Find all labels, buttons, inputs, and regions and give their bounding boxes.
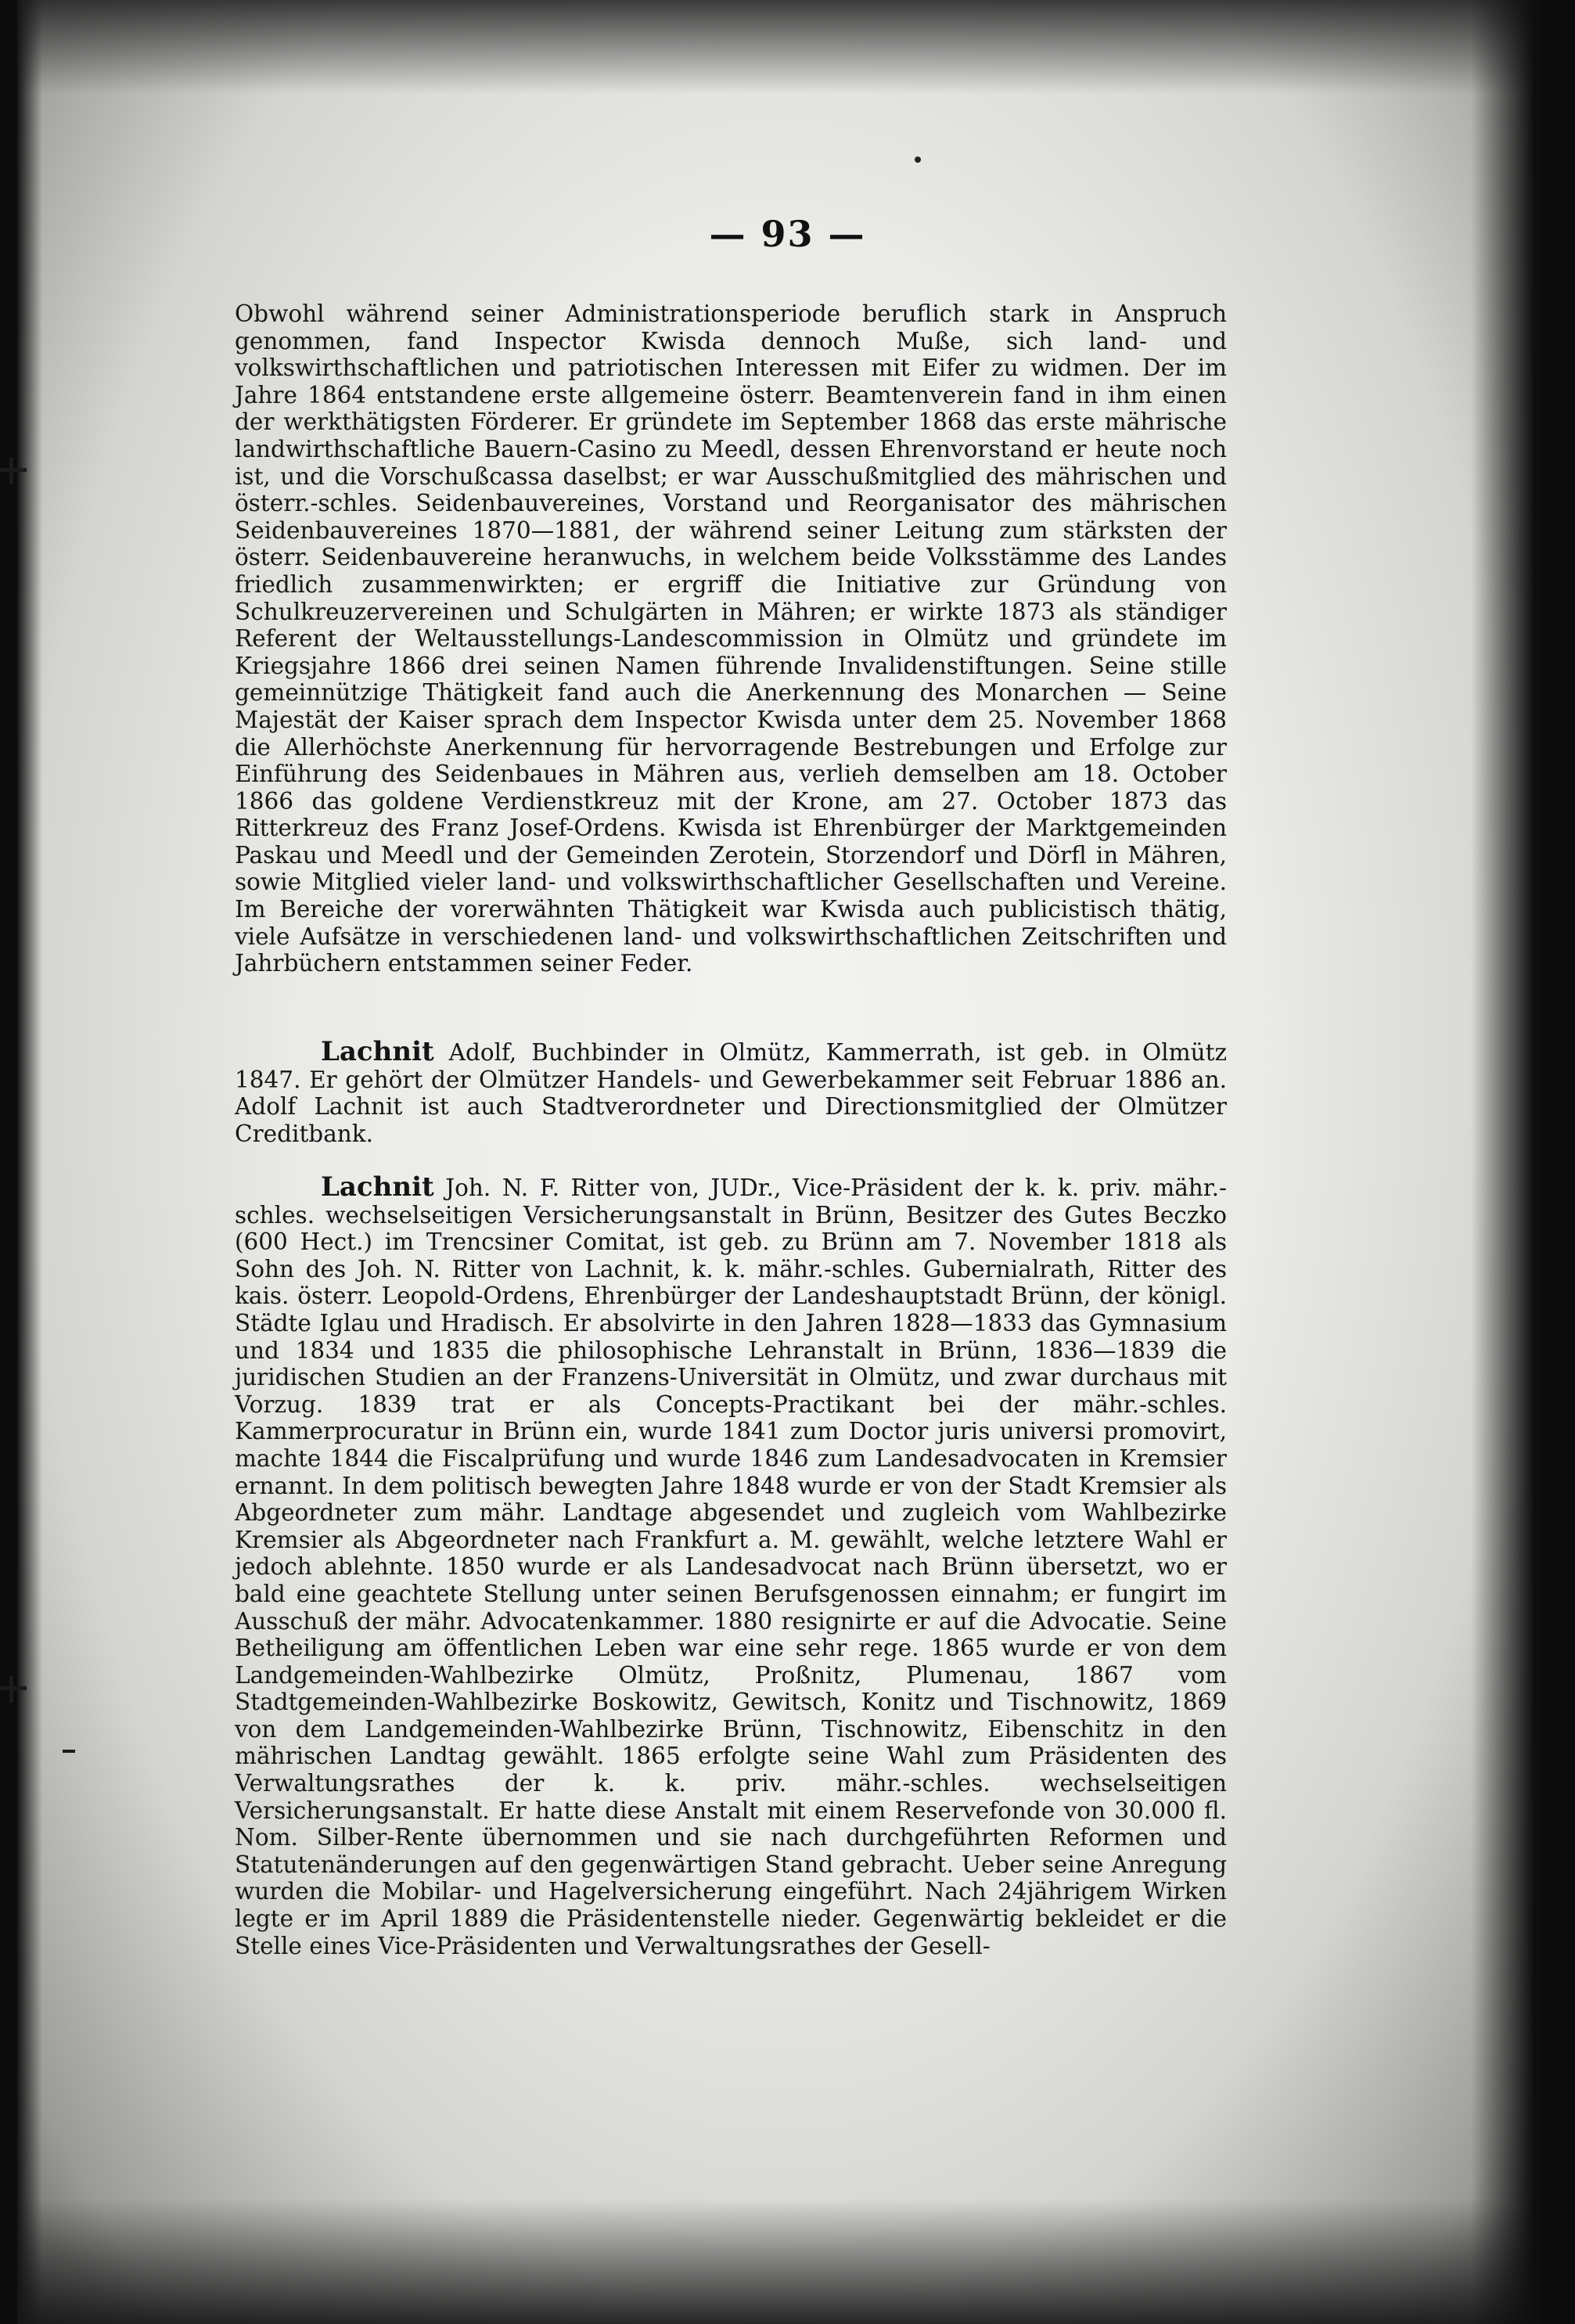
page-shadow-left: [17, 0, 42, 2324]
margin-mark-middle: [63, 1750, 75, 1753]
entry-headword: Lachnit: [321, 1036, 434, 1067]
binding-mark-lower: [0, 1686, 27, 1690]
paragraph-kwisda-continued: [235, 300, 1227, 977]
entry-text: Joh. N. F. Ritter von, JUDr., Vice-Präsident der k. k. priv. mähr.-schles. wechselseitigen Versicherungsanstalt in Brünn, Besitzer des Gutes Beczko (600 Hect.) im Trencsiner Comitat, ist geb. zu Brünn am 7. November 1818 als Sohn des Joh. N. Ritter von Lachnit, k. k. mähr.-schles. Gubernialrath, Ritter des kais. österr. Leopold-Ordens, Ehrenbürger der Landeshauptstadt Brünn, der königl. Städte Iglau und Hradisch. Er absolvirte in den Jahren 1828—1833 das Gymnasium und 1834 und 1835 die philosophische Lehranstalt in Brünn, 1836—1839 die juridischen Studien an der Franzens-Universität in Olmütz, und zwar durchaus mit Vorzug. 1839 trat er als Concepts-Practikant bei der mähr.-schles. Kammerprocuratur in Brünn ein, wurde 1841 zum Doctor juris universi promovirt, machte 1844 die Fiscalprüfung und wurde 1846 zum Landesadvocaten in Kremsier ernannt. In dem politisch bewegten Jahre 1848 wurde er von der Stadt Kremsier als Abgeordneter zum mähr. Landtage abgesendet und zugleich vom Wahlbezirke Kremsier als Abgeordneter nach Frankfurt a. M. gewählt, welche letztere Wahl er jedoch ablehnte. 1850 wurde er als Landesadvocat nach Brünn übersetzt, wo er bald eine geachtete Stellung unter seinen Berufsgenossen einnahm; er fungirt im Ausschuß der mähr. Advocatenkammer. 1880 resignirte er auf die Advocatie. Seine Betheiligung am öffentlichen Leben war eine sehr rege. 1865 wurde er von dem Landgemeinden-Wahlbezirke Olmütz, Proßnitz, Plumenau, 1867 vom Stadtgemeinden-Wahlbezirke Boskowitz, Gewitsch, Konitz und Tischnowitz, 1869 von dem Landgemeinden-Wahlbezirke Brünn, Tischnowitz, Eibenschitz in den mährischen Landtag gewählt. 1865 erfolgte seine Wahl zum Präsidenten des Verwaltungsrathes der k. k. priv. mähr.-schles. wechselseitigen Versicherungsanstalt. Er hatte diese Anstalt mit einem Reservefonde von 30.000 fl. Nom. Silber-Rente übernommen und sie nach durchgeführten Reformen und Statutenänderungen auf den gegenwärtigen Stand gebracht. Ueber seine Anregung wurden die Mobilar- und Hagelversicherung eingeführt. Nach 24jährigem Wirken legte er im April 1889 die Präsidentenstelle nieder. Gegenwärtig bekleidet er die Stelle eines Vice-Präsidenten und Verwaltungsrathes der Gesell-: [235, 1175, 1227, 1959]
entry-headword: Lachnit: [321, 1171, 434, 1203]
page-shadow-bottom: [17, 2199, 1541, 2324]
entry-lachnit-adolf: [235, 1038, 1227, 1147]
binding-mark-upper-stem: [9, 458, 13, 484]
ink-dot: [915, 156, 921, 163]
entry-text: Adolf, Buchbinder in Olmütz, Kammerrath, ist geb. in Olmütz 1847. Er gehört der Olmützer Handels- und Gewerbekammer seit Februar 1886 an. Adolf Lachnit ist auch Stadtverordneter und Directionsmitglied der Olmützer Creditbank.: [235, 1039, 1227, 1147]
paragraph-text: Obwohl während seiner Administrationsperiode beruflich stark in Anspruch genommen, fand Inspector Kwisda dennoch Muße, sich land- und volkswirthschaftlichen und patriotischen Interessen mit Eifer zu widmen. Der im Jahre 1864 entstandene erste allgemeine österr. Beamtenverein fand in ihm einen der werkthätigsten Förderer. Er gründete im September 1868 das erste mährische landwirthschaftliche Bauern-Casino zu Meedl, dessen Ehrenvorstand er heute noch ist, und die Vorschußcassa daselbst; er war Ausschußmitglied des mährischen und österr.-schles. Seidenbauvereines, Vorstand und Reorganisator des mährischen Seidenbauvereines 1870—1881, der während seiner Leitung zum stärksten der österr. Seidenbauvereine heranwuchs, in welchem beide Volksstämme des Landes friedlich zusammenwirkten; er ergriff die Initiative zur Gründung von Schulkreuzervereinen und Schulgärten in Mähren; er wirkte 1873 als ständiger Referent der Weltausstellungs-Landescommission in Olmütz und gründete im Kriegsjahre 1866 drei seinen Namen führende Invalidenstiftungen. Seine stille gemeinnützige Thätigkeit fand auch die Anerkennung des Monarchen — Seine Majestät der Kaiser sprach dem Inspector Kwisda unter dem 25. November 1868 die Allerhöchste Anerkennung für hervorragende Bestrebungen und Erfolge zur Einführung des Seidenbaues in Mähren aus, verlieh demselben am 18. October 1866 das goldene Verdienstkreuz mit der Krone, am 27. October 1873 das Ritterkreuz des Franz Josef-Ordens. Kwisda ist Ehrenbürger der Marktgemeinden Paskau und Meedl und der Gemeinden Zerotein, Storzendorf und Dörfl in Mähren, sowie Mitglied vieler land- und volkswirthschaftlicher Gesellschaften und Vereine. Im Bereiche der vorerwähnten Thätigkeit war Kwisda auch publicistisch thätig, viele Aufsätze in verschiedenen land- und volkswirthschaftlichen Zeitschriften und Jahrbüchern entstammen seiner Feder.: [235, 300, 1227, 977]
page-number: — 93 —: [709, 213, 866, 255]
entry-lachnit-johann: [235, 1171, 1227, 1959]
page-shadow-right: [1471, 0, 1541, 2324]
page-shadow-top: [17, 0, 1541, 94]
binding-mark-upper: [0, 468, 27, 472]
binding-mark-lower-stem: [9, 1676, 13, 1703]
